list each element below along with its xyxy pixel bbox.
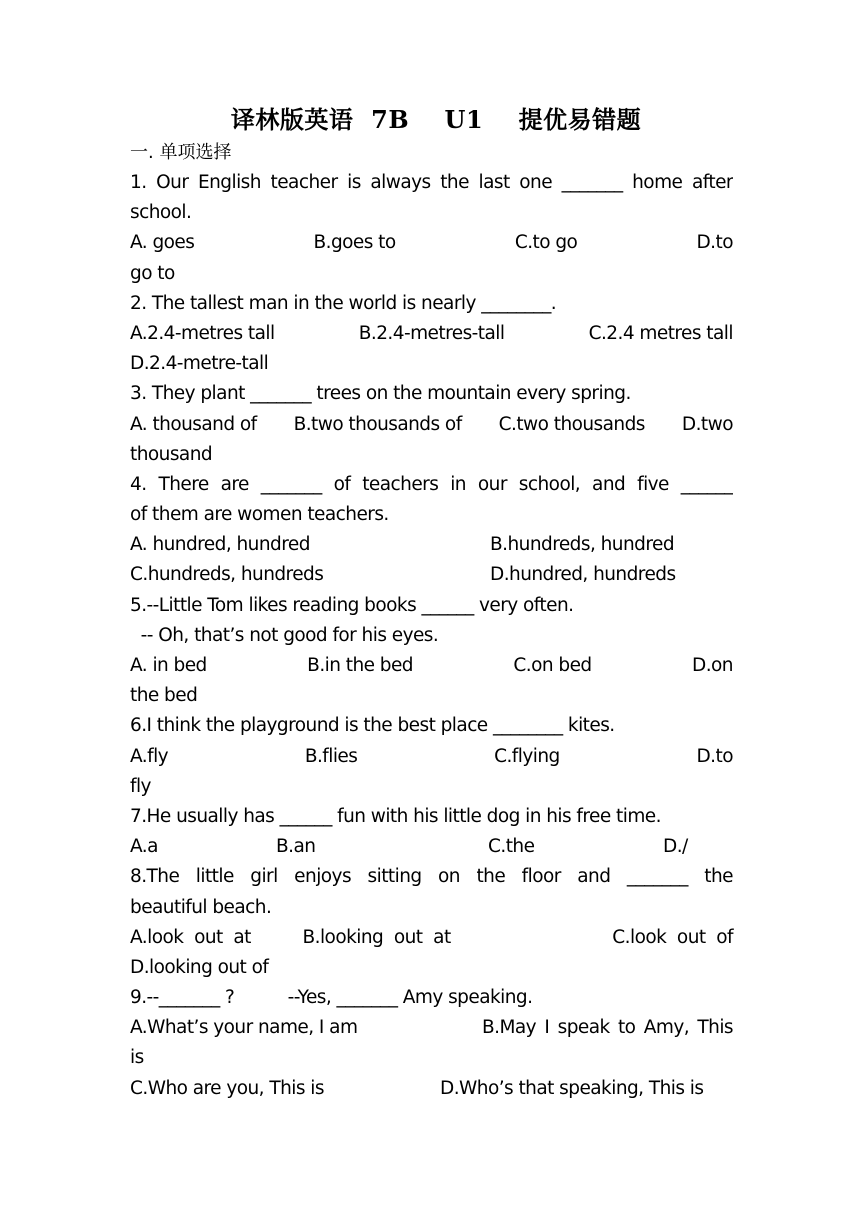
question-8-stem-line-2: beautiful beach. [130, 896, 272, 918]
question-7-option-a: A.a [130, 836, 158, 858]
question-4-option-d: D.hundred, hundreds [490, 564, 676, 586]
question-1-option-b: B.goes to [313, 232, 396, 254]
question-5-options [130, 651, 733, 681]
question-9-options-row-1 [130, 1013, 733, 1043]
question-5-option-c: C.on bed [513, 655, 592, 676]
question-3-option-d-wrap: thousand [130, 443, 213, 465]
section-heading: 一. 单项选择 [130, 142, 232, 163]
question-9-option-d: D.Who’s that speaking, This is [440, 1077, 704, 1099]
question-7-options [130, 832, 733, 862]
question-4-stem-line-1: 4. There are _______ of teachers in our school, and five ______ [130, 473, 733, 495]
question-8-stem-line-1: 8.The little girl enjoys sitting on the floor and _______ the [130, 866, 733, 888]
question-4-option-c: C.hundreds, hundreds [130, 564, 324, 586]
question-4-options-row-2 [130, 560, 733, 590]
question-6-options [130, 742, 733, 772]
question-6-option-b: B.flies [304, 745, 358, 767]
question-1-stem-line-2: school. [130, 202, 192, 224]
question-9-option-a: A.What’s your name, I am [130, 1017, 358, 1039]
question-3-option-d: D.two [681, 413, 733, 435]
question-7-option-b: B.an [276, 836, 316, 858]
question-5-option-b: B.in the bed [307, 655, 413, 676]
question-6-option-c: C.flying [494, 745, 560, 767]
question-9-option-b-wrap: is [130, 1047, 144, 1069]
question-9-option-b: B.May I speak to Amy, This [482, 1017, 733, 1039]
question-1-stem-line-1: 1. Our English teacher is always the last one _______ home after [130, 172, 733, 193]
question-2-options [130, 319, 733, 349]
question-2-option-a: A.2.4-metres tall [130, 322, 275, 344]
question-7-stem: 7.He usually has ______ fun with his little dog in his free time. [130, 805, 661, 827]
question-7-option-d: D./ [663, 836, 688, 858]
question-4-option-b: B.hundreds, hundred [490, 534, 675, 556]
question-4-options-row-1 [130, 530, 733, 560]
question-7-option-c: C.the [488, 836, 535, 858]
question-8-options [130, 923, 733, 953]
question-5-option-d-wrap: the bed [130, 685, 198, 707]
question-9-option-c: C.Who are you, This is [130, 1077, 324, 1099]
question-2-stem: 2. The tallest man in the world is nearly ________. [130, 292, 557, 314]
question-2-option-c: C.2.4 metres tall [588, 322, 733, 344]
question-1-option-a: A. goes [130, 232, 195, 254]
question-6-option-d-wrap: fly [130, 775, 151, 797]
question-6-option-d: D.to [696, 745, 733, 767]
question-5-option-d: D.on [692, 655, 733, 676]
question-8-option-d: D.looking out of [130, 956, 269, 978]
question-1-option-d: D.to [696, 232, 733, 254]
question-list [130, 168, 733, 1104]
question-8-option-b: B.looking out at [302, 926, 451, 948]
page-title: 译林版英语 7B U1 提优易错题 [230, 105, 642, 134]
question-5-stem-line-1: 5.--Little Tom likes reading books ______ very often. [130, 594, 574, 616]
question-1-option-d-wrap: go to [130, 262, 175, 284]
question-1-options [130, 228, 733, 258]
question-6-stem: 6.I think the playground is the best place ________ kites. [130, 715, 615, 737]
question-9-stem: 9.--_______ ? --Yes, _______ Amy speaking. [130, 987, 533, 1009]
question-5-option-a: A. in bed [130, 655, 207, 676]
question-4-stem-line-2: of them are women teachers. [130, 504, 389, 526]
question-1-option-c: C.to go [514, 232, 578, 254]
question-4-option-a: A. hundred, hundred [130, 534, 310, 556]
question-3-stem: 3. They plant _______ trees on the mountain every spring. [130, 383, 631, 405]
question-2-option-d: D.2.4-metre-tall [130, 353, 269, 375]
question-8-option-a: A.look out at [130, 926, 251, 948]
question-9-options-row-2 [130, 1074, 733, 1104]
question-3-option-a: A. thousand of [130, 413, 257, 435]
question-3-options [130, 410, 733, 440]
question-6-option-a: A.fly [130, 745, 169, 767]
question-3-option-b: B.two thousands of [293, 413, 462, 435]
question-3-option-c: C.two thousands [498, 413, 645, 435]
question-8-option-c: C.look out of [612, 926, 733, 948]
question-2-option-b: B.2.4-metres-tall [358, 322, 505, 344]
question-5-stem-line-2: -- Oh, that’s not good for his eyes. [130, 624, 439, 646]
